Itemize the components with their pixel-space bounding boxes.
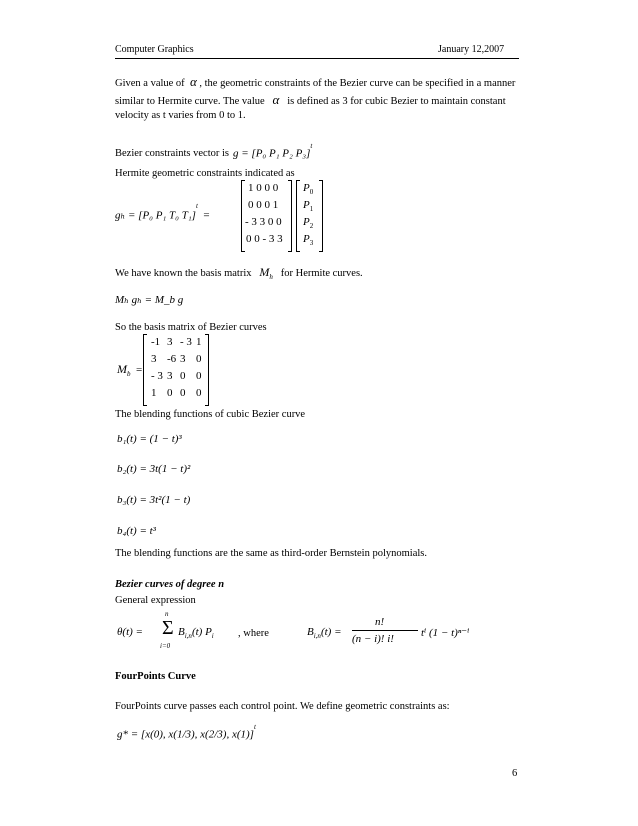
page-number: 6 xyxy=(512,768,518,779)
matrix-cell: 3 xyxy=(167,370,173,382)
blending-function-b3: b₃(t) = 3t²(1 − t) xyxy=(117,494,191,506)
matrix-cell: 3 xyxy=(167,336,173,348)
intro-line-2: similar to Hermite curve. The value α is defined as 3 for cubic Bezier to maintain constant xyxy=(115,92,506,107)
control-vector-left-bracket xyxy=(296,180,300,252)
basis-equation: Mₕ gₕ = M_b g xyxy=(115,294,184,306)
hermite-matrix-row: 1 0 0 0 xyxy=(248,182,279,194)
hermite-label: Hermite geometric constraints indicated as xyxy=(115,168,295,179)
matrix-cell: 3 xyxy=(151,353,157,365)
matrix-cell: - 3 xyxy=(151,370,163,382)
hermite-matrix-right-bracket xyxy=(288,180,292,252)
matrix-cell: - 3 xyxy=(180,336,192,348)
sum-symbol: Σ xyxy=(162,617,174,639)
blending-function-b4: b₄(t) = t³ xyxy=(117,525,156,537)
matrix-cell: 0 xyxy=(196,387,202,399)
fourpoints-text: FourPoints curve passes each control point. We define geometric constraints as: xyxy=(115,701,450,712)
general-expression-lhs: θ(t) = xyxy=(117,626,146,638)
general-expression-label: General expression xyxy=(115,595,196,606)
matrix-cell: 0 xyxy=(196,370,202,382)
bernstein-lhs: $B_{i,n}(t)$ = xyxy=(307,626,342,641)
matrix-cell: 0 xyxy=(167,387,173,399)
header-title: Computer Graphics xyxy=(115,44,194,55)
control-point: $P_2$ xyxy=(303,216,314,231)
control-point: $P_3$ xyxy=(303,233,314,248)
where-label: , where xyxy=(238,628,269,639)
matrix-cell: -1 xyxy=(151,336,161,348)
bezier-basis-lhs: $M_b$ = xyxy=(117,362,143,379)
hermite-matrix-row: 0 0 0 1 xyxy=(248,199,279,211)
degree-n-heading: Bezier curves of degree n xyxy=(115,579,225,590)
control-vector-right-bracket xyxy=(319,180,323,252)
matrix-cell: 3 xyxy=(180,353,186,365)
hermite-matrix-row: 0 0 - 3 3 xyxy=(246,233,283,245)
matrix-cell: 1 xyxy=(151,387,157,399)
bezier-vector-label: Bezier constraints vector is xyxy=(115,148,230,159)
control-point: $P_1$ xyxy=(303,199,314,214)
intro-line-3: velocity as t varies from 0 to 1. xyxy=(115,110,246,121)
bezier-vector-formula: g = [P₀ P₁ P₂ P₃]$^t$ xyxy=(233,142,313,160)
fourpoints-heading: FourPoints Curve xyxy=(115,671,196,682)
sum-lower-limit: i=0 xyxy=(160,642,171,650)
bernstein-denominator: (n − i)! i! xyxy=(352,633,394,645)
hermite-matrix-row: - 3 3 0 0 xyxy=(245,216,282,228)
matrix-cell: 0 xyxy=(180,387,186,399)
bernstein-tail: tⁱ (1 − t)ⁿ⁻ⁱ xyxy=(421,627,470,639)
control-point: $P_0$ xyxy=(303,182,314,197)
alpha-symbol: α xyxy=(189,74,197,89)
matrix-cell: 1 xyxy=(196,336,202,348)
general-expression-term: $B_{i,n}(t)$ $P_i$ xyxy=(178,626,214,641)
blending-function-b1: b₁(t) = (1 − t)³ xyxy=(117,433,182,445)
matrix-cell: -6 xyxy=(167,353,177,365)
fourpoints-formula: g* = [x(0), x(1/3), x(2/3), x(1)]$^t$ xyxy=(117,723,256,741)
sum-upper-limit: n xyxy=(165,610,169,618)
bernstein-numerator: n! xyxy=(375,616,385,628)
blending-label: The blending functions of cubic Bezier curve xyxy=(115,409,306,420)
header-rule xyxy=(115,58,519,59)
bezier-matrix-right-bracket xyxy=(205,334,209,406)
intro-line-1: Given a value of α , the geometric constraints of the Bezier curve can be specified in a manner xyxy=(115,74,516,89)
fraction-bar xyxy=(352,630,418,631)
blending-function-b2: b₂(t) = 3t(1 − t)² xyxy=(117,463,191,475)
hermite-lhs: gₕ = [P₀ P₁ T₀ T₁]$^t$ = xyxy=(115,202,210,222)
bezier-basis-label: So the basis matrix of Bezier curves xyxy=(115,322,267,333)
basis-matrix-text: We have known the basis matrix $M_h$ for Hermite curves. xyxy=(115,265,363,282)
matrix-cell: 0 xyxy=(180,370,186,382)
header-date: January 12,2007 xyxy=(438,44,505,55)
matrix-cell: 0 xyxy=(196,353,202,365)
bezier-matrix-left-bracket xyxy=(143,334,147,406)
blending-note: The blending functions are the same as third-order Bernstein polynomials. xyxy=(115,548,428,559)
